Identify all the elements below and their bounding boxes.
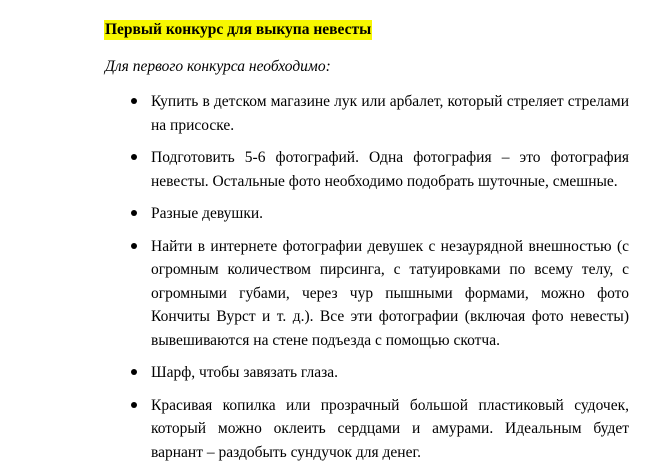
- list-item: [0, 361, 671, 385]
- list-item: [0, 202, 671, 226]
- list-item-text: Подготовить 5-6 фотографий. Одна фотография – это фотография невесты. Остальные фото необходимо подобрать шуточные, смешные.: [151, 149, 629, 190]
- list-item: [0, 146, 671, 193]
- bullet-icon: [131, 243, 137, 249]
- list-item-text: Найти в интернете фотографии девушек с незаурядной внешностью (с огромным количеством пирсинга, с татуировками по всему телу, с огромными губами, через чур пышными формами, можно фото Кончиты Вурст и т. д.). Все эти фотографии (включая фото невесты) вывешиваются на стене подъезда с помощью скотча.: [151, 237, 629, 349]
- list-item-text: Красивая копилка или прозрачный большой пластиковый судочек, который можно оклеить сердцами и амурами. Идеальным будет варнант – раздобыть сундучок для денег.: [151, 396, 629, 461]
- list-item: [0, 394, 671, 465]
- list-item-text: Купить в детском магазине лук или арбалет, который стреляет стрелами на присоске.: [151, 93, 629, 134]
- bullet-icon: [131, 402, 137, 408]
- bullet-icon: [131, 98, 137, 104]
- bullet-icon: [131, 369, 137, 375]
- list-item-text: Шарф, чтобы завязать глаза.: [151, 364, 338, 381]
- requirements-list: [0, 90, 671, 473]
- section-heading: Первый конкурс для выкупа невесты: [105, 21, 372, 38]
- list-item: [0, 235, 671, 353]
- section-subtitle: Для первого конкурса необходимо:: [105, 58, 331, 75]
- bullet-icon: [131, 154, 137, 160]
- bullet-icon: [131, 210, 137, 216]
- list-item: [0, 90, 671, 137]
- list-item-text: Разные девушки.: [151, 205, 264, 222]
